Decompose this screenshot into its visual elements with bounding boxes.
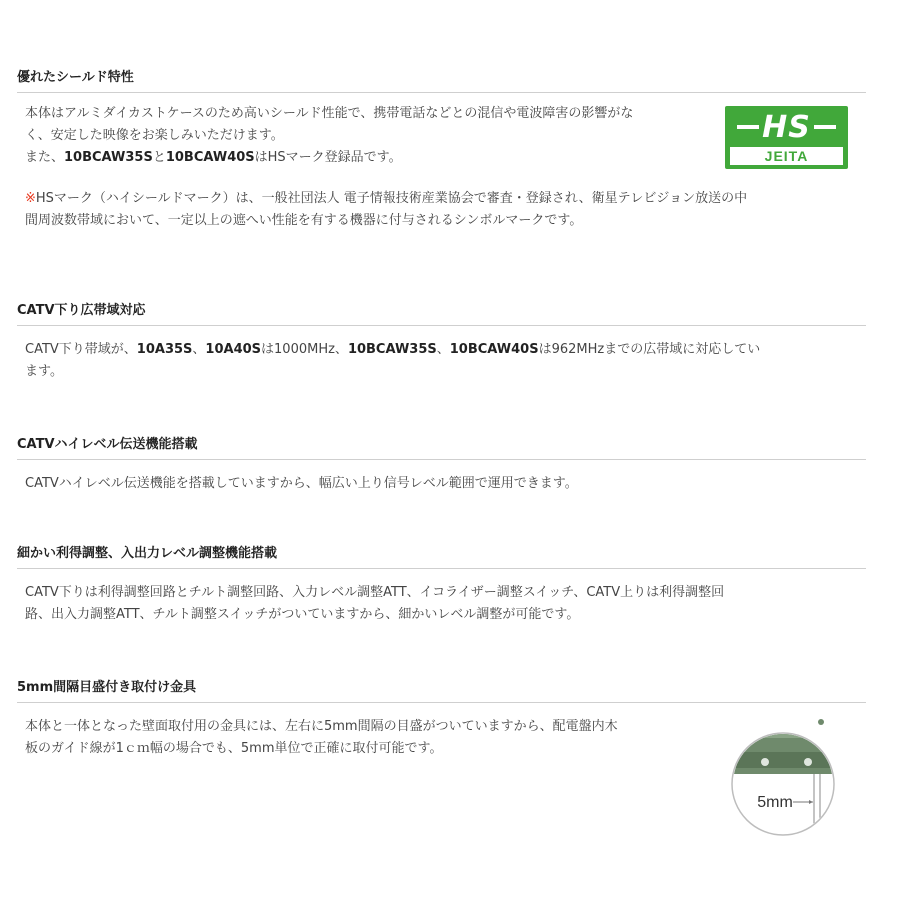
text: 、 [436, 342, 450, 357]
section-catv-wideband [17, 299, 866, 383]
section-heading: 細かい利得調整、入出力レベル調整機能搭載 [17, 542, 866, 569]
model-name: 10A40S [205, 342, 262, 357]
body-line: CATV下りは利得調整回路とチルト調整回路、入力レベル調整ATT、イコライザー調整スイッチ、CATV上りは利得調整回 [25, 585, 725, 600]
bracket-scale-label: 5mm [757, 794, 793, 811]
section-body [17, 582, 866, 626]
section-gain-adjustment [17, 542, 866, 626]
section-heading: 5mm間隔目盛付き取付け金具 [17, 676, 866, 703]
model-name: 10BCAW35S [64, 150, 153, 165]
hs-mark-logo [725, 106, 848, 169]
body-line: 板のガイド線が1ｃｍ幅の場合でも、5mm単位で正確に取付可能です。 [25, 741, 443, 756]
hs-note [17, 188, 866, 232]
text: 、 [192, 342, 206, 357]
body-line: 本体と一体となった壁面取付用の金具には、左右に5mm間隔の目盛がついていますから、配電盤内木 [25, 719, 618, 734]
body-line [25, 150, 402, 165]
section-body [17, 473, 866, 495]
body-line: 本体はアルミダイカストケースのため高いシールド性能で、携帯電話などとの混信や電波障害の影響がな [25, 106, 634, 121]
text: また、 [25, 150, 65, 165]
body-line: 路、出入力調整ATT、チルト調整スイッチがついていますから、細かいレベル調整が可能です。 [25, 607, 580, 622]
note-line: 間周波数帯域において、一定以上の遮へい性能を有する機器に付与されるシンボルマークです。 [25, 213, 583, 228]
note-mark: ※ [25, 191, 36, 206]
bracket-illustration [731, 716, 835, 836]
section-body [17, 339, 866, 383]
text: はHSマーク登録品です。 [254, 150, 402, 165]
section-heading: 優れたシールド特性 [17, 66, 866, 93]
model-name: 10A35S [136, 342, 193, 357]
note-line: HSマーク（ハイシールドマーク）は、一般社団法人 電子情報技術産業協会で審査・登録され、衛星テレビジョン放送の中 [35, 191, 748, 206]
section-catv-high-level [17, 433, 866, 495]
text: は962MHzまでの広帯域に対応してい [538, 342, 761, 357]
hs-logo-text: HS [762, 109, 811, 145]
text: は1000MHz、 [261, 342, 348, 357]
model-name: 10BCAW35S [347, 342, 437, 357]
text: と [152, 150, 166, 165]
body-line: く、安定した映像をお楽しみいただけます。 [25, 128, 284, 143]
text: CATV下り帯域が、 [25, 342, 137, 357]
model-name: 10BCAW40S [165, 150, 255, 165]
bracket-scale-image [731, 716, 835, 836]
model-name: 10BCAW40S [449, 342, 539, 357]
section-heading: CATVハイレベル伝送機能搭載 [17, 433, 866, 460]
jeita-logo-text: JEITA [730, 147, 843, 165]
body-line: CATVハイレベル伝送機能を搭載していますから、幅広い上り信号レベル範囲で運用できます。 [25, 476, 578, 491]
body-line: ます。 [25, 364, 63, 379]
section-heading: CATV下り広帯域対応 [17, 299, 866, 326]
